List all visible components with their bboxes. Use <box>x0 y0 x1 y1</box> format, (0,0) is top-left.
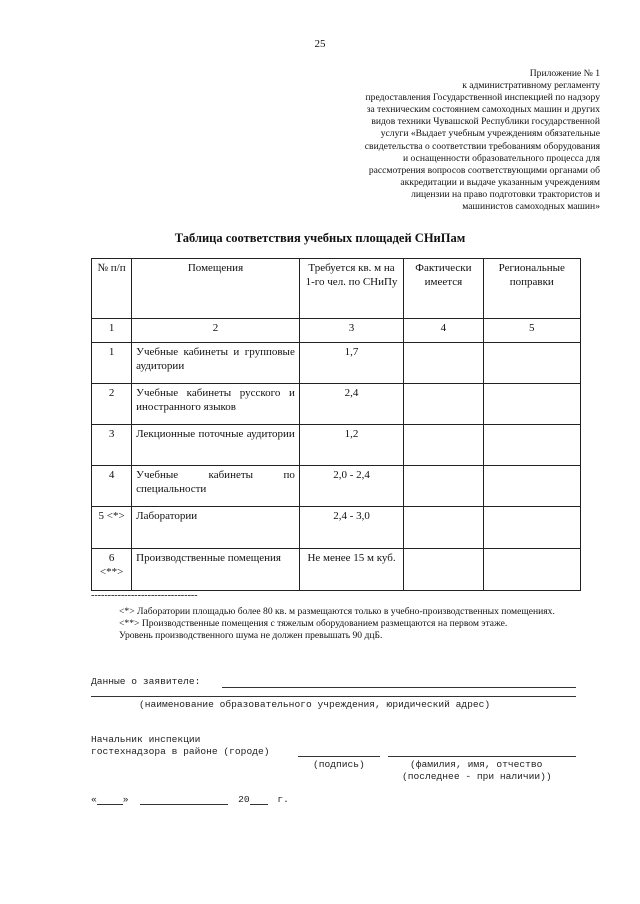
row-required: 2,4 <box>299 384 403 425</box>
date-year-suffix: г. <box>277 794 289 805</box>
signature-label-1: Начальник инспекции <box>91 734 201 745</box>
row-actual <box>404 425 483 466</box>
date-open-quote: « <box>91 794 97 805</box>
full-name-hint-1: (фамилия, имя, отчество <box>410 759 543 770</box>
date-century: 20 <box>238 794 250 805</box>
table-row <box>92 343 581 384</box>
row-room: Учебные кабинеты русского и иностранного языков <box>132 384 300 425</box>
row-required: 2,0 - 2,4 <box>299 466 403 507</box>
appendix-line: услуги «Выдает учебным учреждениям обязательные <box>380 128 600 140</box>
row-required: 1,7 <box>299 343 403 384</box>
row-room: Лаборатории <box>132 507 300 549</box>
row-actual <box>404 343 483 384</box>
header-regional: Региональные поправки <box>483 259 580 319</box>
signature-label-2: гостехнадзора в районе (городе) <box>91 746 270 757</box>
document-title: Таблица соответствия учебных площадей СНиПам <box>174 231 466 245</box>
table-row <box>92 507 581 549</box>
row-regional <box>483 507 580 549</box>
header-room: Помещения <box>132 259 300 319</box>
row-regional <box>483 549 580 591</box>
appendix-line: к административному регламенту <box>462 80 600 92</box>
colnum-cell: 5 <box>483 319 580 343</box>
date-month-field[interactable] <box>140 804 228 805</box>
table-colnum-row <box>92 319 581 343</box>
date-year-field[interactable] <box>250 804 268 805</box>
row-num: 2 <box>92 384 132 425</box>
appendix-line: видов техники Чувашской Республики государственной <box>371 116 600 128</box>
date-close-quote: » <box>122 794 129 805</box>
page-number: 25 <box>314 38 326 50</box>
footnote-3: Уровень производственного шума не должен превышать 90 дцБ. <box>119 630 383 641</box>
appendix-line: аккредитации и выдаче указанным учреждениям <box>400 176 600 188</box>
row-room: Учебные кабинеты по специальности <box>132 466 300 507</box>
applicant-line-2[interactable] <box>91 686 576 697</box>
row-regional <box>483 425 580 466</box>
row-num: 4 <box>92 466 132 507</box>
applicant-hint: (наименование образовательного учреждения, юридический адрес) <box>139 699 491 710</box>
appendix-line: свидетельства о соответствии требованиям оборудования <box>364 140 600 152</box>
colnum-cell: 1 <box>92 319 132 343</box>
row-required: Не менее 15 м куб. <box>299 549 403 591</box>
appendix-line: предоставления Государственной инспекцией по надзору <box>365 92 600 104</box>
row-num: 1 <box>92 343 132 384</box>
date-line <box>91 794 289 805</box>
row-room: Производственные помещения <box>132 549 300 591</box>
row-room: Учебные кабинеты и групповые аудитории <box>132 343 300 384</box>
row-num: 6 <**> <box>92 549 132 591</box>
appendix-line: за техническим состоянием самоходных машин и других <box>366 104 600 116</box>
appendix-line: Приложение № 1 <box>529 68 600 79</box>
footnote-1: <*> Лаборатории площадью более 80 кв. м размещаются только в учебно-производственных помещениях. <box>119 606 555 617</box>
footnotes <box>91 606 583 642</box>
row-regional <box>483 466 580 507</box>
colnum-cell: 2 <box>132 319 300 343</box>
row-actual <box>404 466 483 507</box>
row-required: 1,2 <box>299 425 403 466</box>
row-room: Лекционные поточные аудитории <box>132 425 300 466</box>
row-actual <box>404 549 483 591</box>
signature-hint: (подпись) <box>313 759 365 770</box>
row-regional <box>483 343 580 384</box>
header-num: № п/п <box>92 259 132 319</box>
row-regional <box>483 384 580 425</box>
colnum-cell: 4 <box>404 319 483 343</box>
signature-line[interactable] <box>298 746 380 757</box>
appendix-line: рассмотрения вопросов соответствующими органами об <box>368 164 600 176</box>
applicant-label: Данные о заявителе: <box>91 676 201 687</box>
header-actual: Фактически имеется <box>404 259 483 319</box>
table-header-row <box>92 259 581 319</box>
date-day-field[interactable] <box>97 804 123 805</box>
footnote-separator: -------------------------------- <box>91 590 198 601</box>
full-name-hint-2: (последнее - при наличии)) <box>402 771 552 782</box>
full-name-line[interactable] <box>388 746 576 757</box>
compliance-table <box>91 258 581 591</box>
row-actual <box>404 384 483 425</box>
row-num: 3 <box>92 425 132 466</box>
appendix-line: машинистов самоходных машин» <box>462 201 600 213</box>
appendix-line: и оснащенности образовательного процесса для <box>403 152 600 164</box>
colnum-cell: 3 <box>299 319 403 343</box>
row-required: 2,4 - 3,0 <box>299 507 403 549</box>
appendix-header <box>310 68 600 213</box>
table-row <box>92 425 581 466</box>
table-row <box>92 549 581 591</box>
table-row <box>92 466 581 507</box>
appendix-line: лицензии на право подготовки трактористов и <box>411 188 600 200</box>
footnote-2: <**> Производственные помещения с тяжелым оборудованием размещаются на первом этаже. <box>119 618 508 629</box>
header-required: Требуется кв. м на 1-го чел. по СНиПу <box>299 259 403 319</box>
row-actual <box>404 507 483 549</box>
row-num: 5 <*> <box>92 507 132 549</box>
table-row <box>92 384 581 425</box>
